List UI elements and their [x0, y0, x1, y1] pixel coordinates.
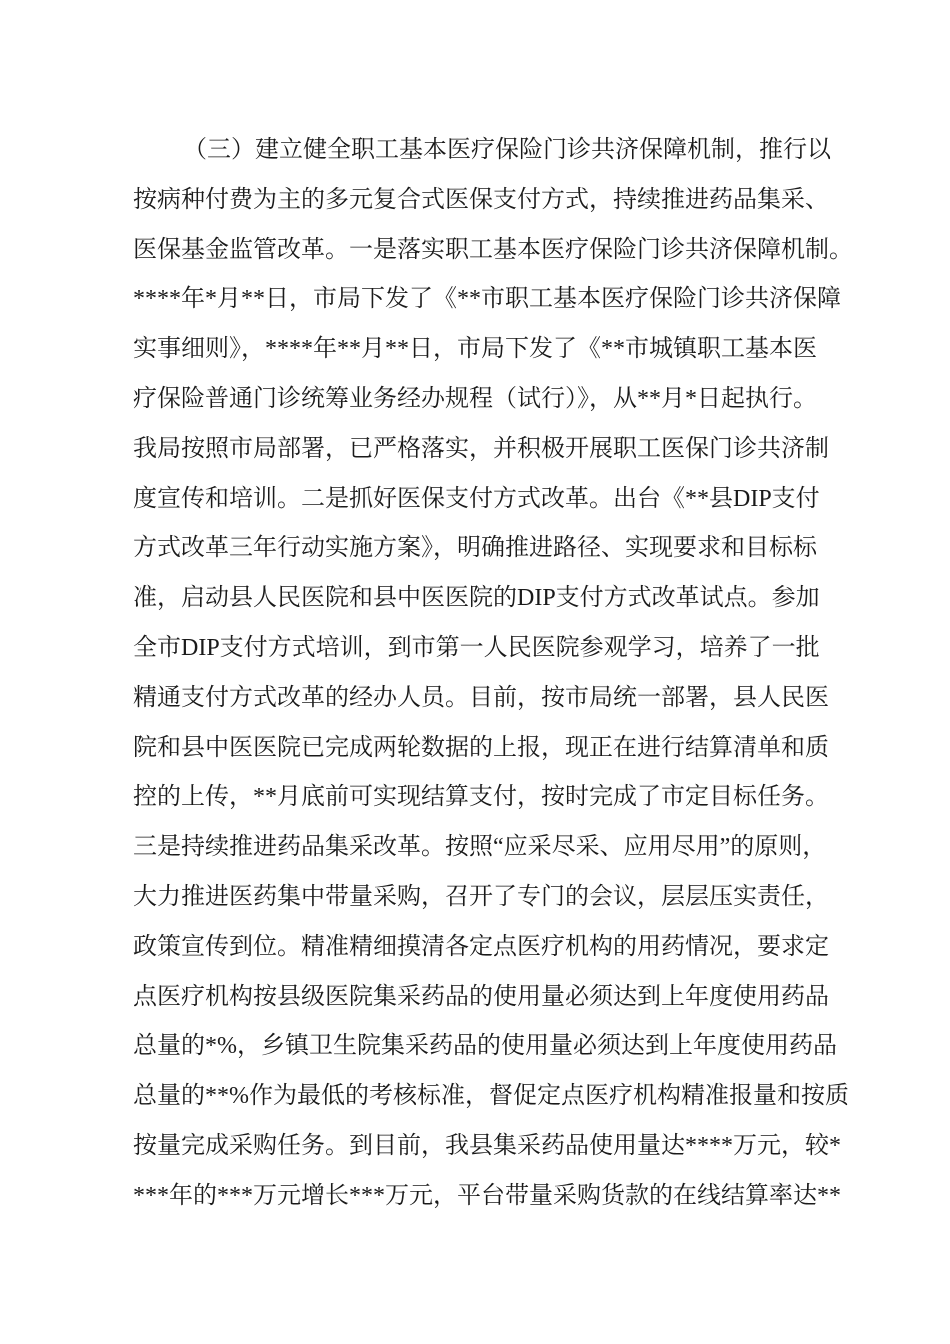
text-line: 按病种付费为主的多元复合式医保支付方式，持续推进药品集采、 [133, 186, 829, 213]
text-line: 全市DIP支付方式培训，到市第一人民医院参观学习，培养了一批 [133, 634, 820, 661]
text-line: 准，启动县人民医院和县中医医院的DIP支付方式改革试点。参加 [133, 585, 820, 612]
text-line: 按量完成采购任务。到目前，我县集采药品使用量达****万元，较* [133, 1132, 841, 1159]
text-line: 控的上传，**月底前可实现结算支付，按时完成了市定目标任务。 [133, 784, 829, 811]
text-line: 疗保险普通门诊统筹业务经办规程（试行）》，从**月*日起执行。 [133, 385, 817, 412]
text-line: 我局按照市局部署，已严格落实，并积极开展职工医保门诊共济制 [133, 435, 829, 462]
paragraph [133, 126, 853, 1222]
text-line: 点医疗机构按县级医院集采药品的使用量必须达到上年度使用药品 [133, 983, 829, 1010]
text-line: 大力推进医药集中带量采购，召开了专门的会议，层层压实责任， [133, 883, 829, 910]
text-line: 精通支付方式改革的经办人员。目前，按市局统一部署，县人民医 [133, 684, 829, 711]
text-line: 院和县中医医院已完成两轮数据的上报，现正在进行结算清单和质 [133, 734, 829, 761]
text-line: ****年*月**日，市局下发了《**市职工基本医疗保险门诊共济保障 [133, 286, 841, 313]
text-line: 度宣传和培训。二是抓好医保支付方式改革。出台《**县DIP支付 [133, 485, 820, 512]
text-line: （三）建立健全职工基本医疗保险门诊共济保障机制，推行以 [183, 137, 831, 163]
text-line: 政策宣传到位。精准精细摸清各定点医疗机构的用药情况，要求定 [133, 933, 829, 960]
text-line: 总量的**%作为最低的考核标准，督促定点医疗机构精准报量和按质 [133, 1083, 849, 1110]
text-line: 方式改革三年行动实施方案》，明确推进路径、实现要求和目标标 [133, 535, 817, 562]
text-line: 医保基金监管改革。一是落实职工基本医疗保险门诊共济保障机制。 [133, 236, 853, 263]
text-line: 总量的*%，乡镇卫生院集采药品的使用量必须达到上年度使用药品 [133, 1033, 837, 1060]
text-line: 三是持续推进药品集采改革。按照“应采尽采、应用尽用”的原则， [133, 834, 827, 861]
text-line: 实事细则》，****年**月**日，市局下发了《**市城镇职工基本医 [133, 336, 817, 363]
text-line: ***年的***万元增长***万元，平台带量采购货款的在线结算率达** [133, 1182, 841, 1209]
